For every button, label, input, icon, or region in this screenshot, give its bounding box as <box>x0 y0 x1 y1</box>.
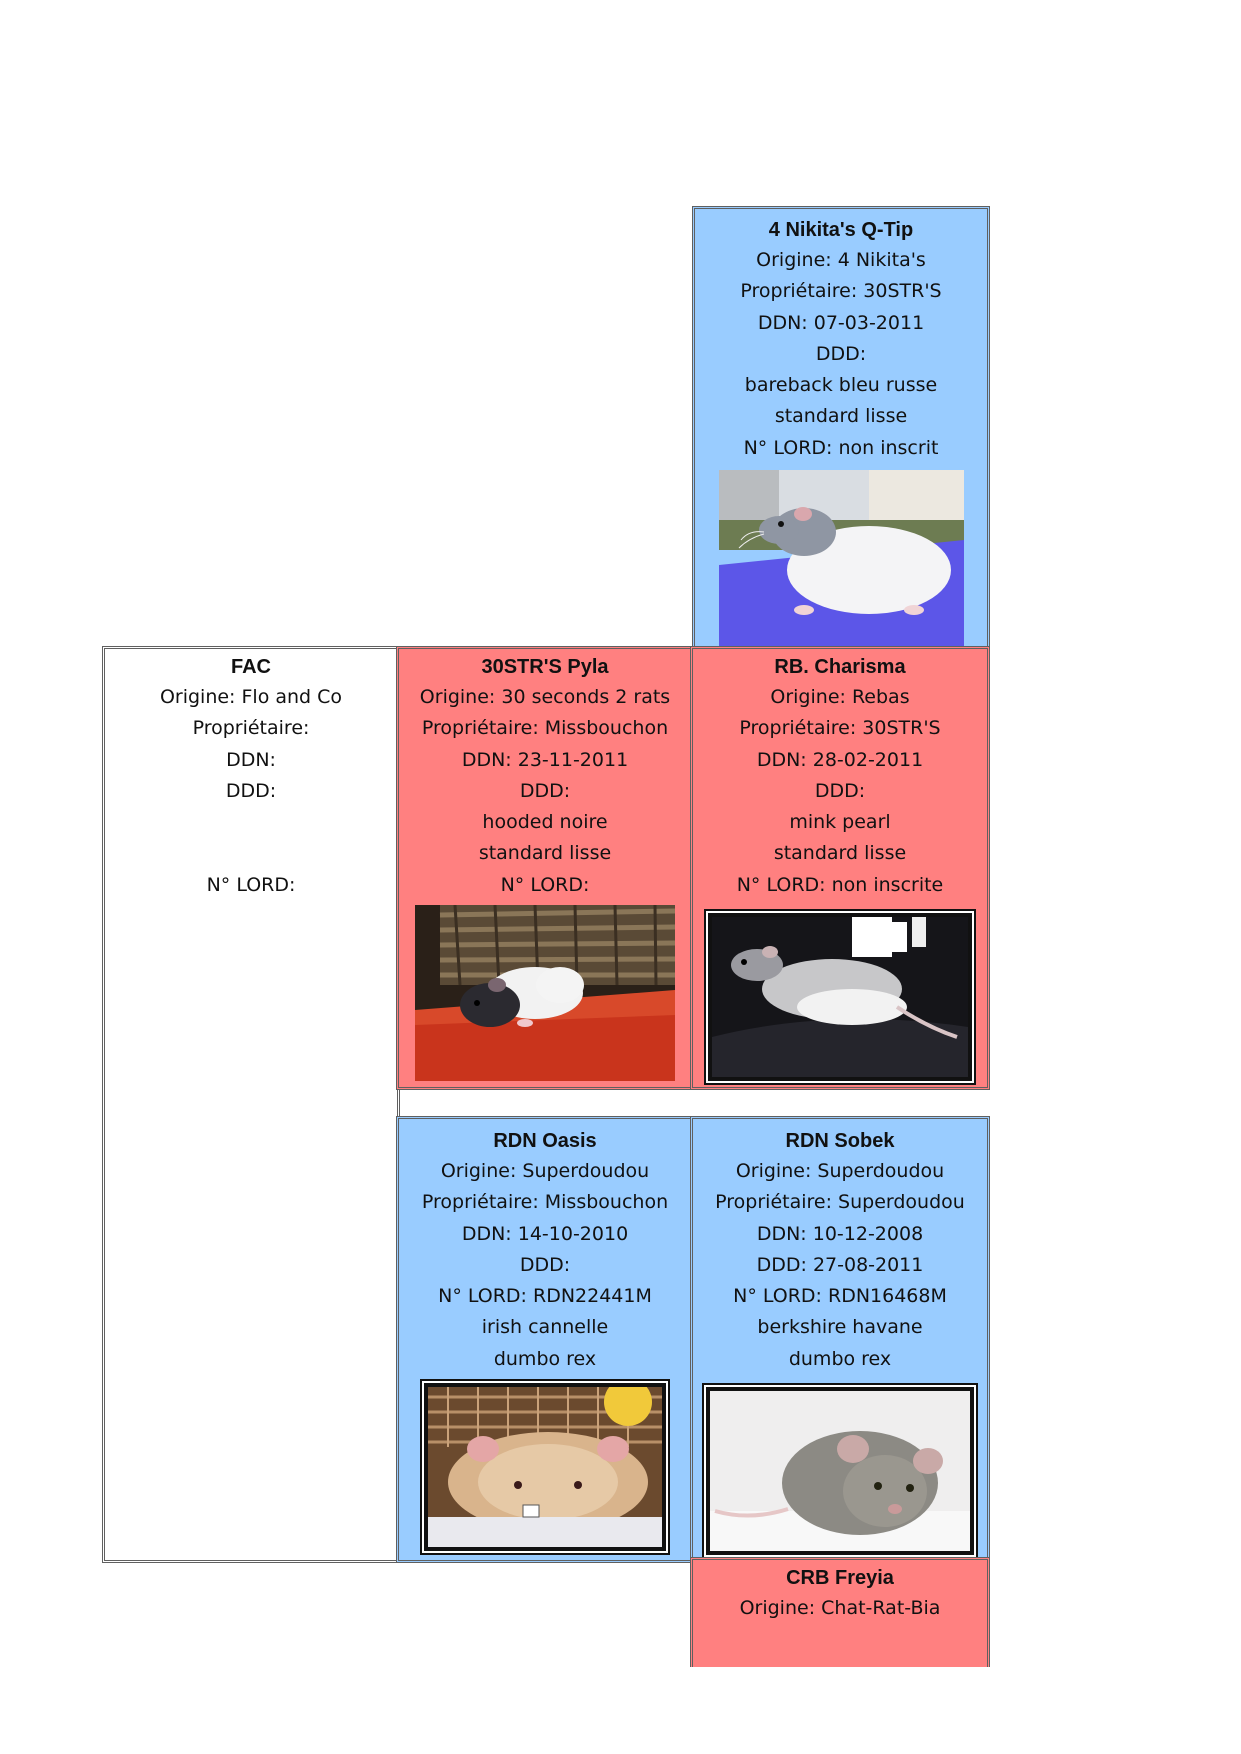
origin: Origine: Chat-Rat-Bia <box>739 1597 941 1619</box>
card-fac <box>102 646 400 1563</box>
death-date: DDD: <box>815 342 867 365</box>
coat-color: bareback bleu russe <box>744 374 938 397</box>
origin: Origine: 30 seconds 2 rats <box>419 686 671 708</box>
lord-number: N° LORD: RDN16468M <box>733 1285 947 1308</box>
death-date: DDD: <box>225 779 277 802</box>
birth-date: DDN: <box>226 748 276 771</box>
rat-name: RB. Charisma <box>774 656 906 678</box>
owner: Propriétaire: Missbouchon <box>421 1191 669 1214</box>
lord-number: N° LORD: <box>500 873 590 896</box>
coat-type: dumbo rex <box>493 1347 597 1370</box>
rat-photo <box>708 913 972 1081</box>
coat-type: standard lisse <box>773 842 907 865</box>
origin: Origine: Superdoudou <box>440 1160 650 1182</box>
card-charisma <box>690 646 990 1090</box>
death-date: DDD: <box>814 779 866 802</box>
death-date: DDD: 27-08-2011 <box>756 1253 924 1276</box>
birth-date: DDN: 07-03-2011 <box>757 311 925 334</box>
rat-name: RDN Sobek <box>785 1130 895 1152</box>
card-sobek <box>690 1116 990 1563</box>
origin: Origine: Superdoudou <box>735 1160 945 1182</box>
coat-type: standard lisse <box>478 842 612 865</box>
death-date: DDD: <box>519 1253 571 1276</box>
coat-type: standard lisse <box>774 405 908 428</box>
coat-color: mink pearl <box>789 811 891 834</box>
card-oasis <box>396 1116 694 1563</box>
card-pyla <box>396 646 694 1090</box>
rat-photo <box>719 470 964 646</box>
rat-name: 4 Nikita's Q-Tip <box>768 219 914 241</box>
rat-name: FAC <box>231 656 271 678</box>
coat-type: dumbo rex <box>788 1347 892 1370</box>
owner: Propriétaire: <box>192 717 310 740</box>
owner: Propriétaire: 30STR'S <box>740 280 942 303</box>
rat-name: RDN Oasis <box>493 1130 597 1152</box>
coat-color: berkshire havane <box>757 1316 923 1339</box>
rat-photo <box>424 1383 666 1551</box>
card-freyia <box>690 1557 990 1667</box>
birth-date: DDN: 10-12-2008 <box>756 1222 924 1245</box>
birth-date: DDN: 28-02-2011 <box>756 748 924 771</box>
birth-date: DDN: 14-10-2010 <box>461 1222 629 1245</box>
rat-name: 30STR'S Pyla <box>481 656 609 678</box>
card-qtip <box>692 206 990 649</box>
rat-photo <box>706 1387 974 1555</box>
death-date: DDD: <box>519 779 571 802</box>
lord-number: N° LORD: non inscrite <box>736 873 944 896</box>
lord-number: N° LORD: <box>206 873 296 896</box>
lord-number: N° LORD: non inscrit <box>743 436 939 459</box>
owner: Propriétaire: Superdoudou <box>715 1191 965 1214</box>
lord-number: N° LORD: RDN22441M <box>438 1285 652 1308</box>
owner: Propriétaire: 30STR'S <box>739 717 941 740</box>
birth-date: DDN: 23-11-2011 <box>461 748 629 771</box>
coat-color: irish cannelle <box>481 1316 609 1339</box>
origin: Origine: 4 Nikita's <box>756 249 926 271</box>
origin: Origine: Flo and Co <box>159 686 343 708</box>
coat-color: hooded noire <box>482 811 608 834</box>
origin: Origine: Rebas <box>770 686 910 708</box>
rat-photo <box>415 905 675 1081</box>
rat-name: CRB Freyia <box>786 1567 894 1589</box>
owner: Propriétaire: Missbouchon <box>421 717 669 740</box>
